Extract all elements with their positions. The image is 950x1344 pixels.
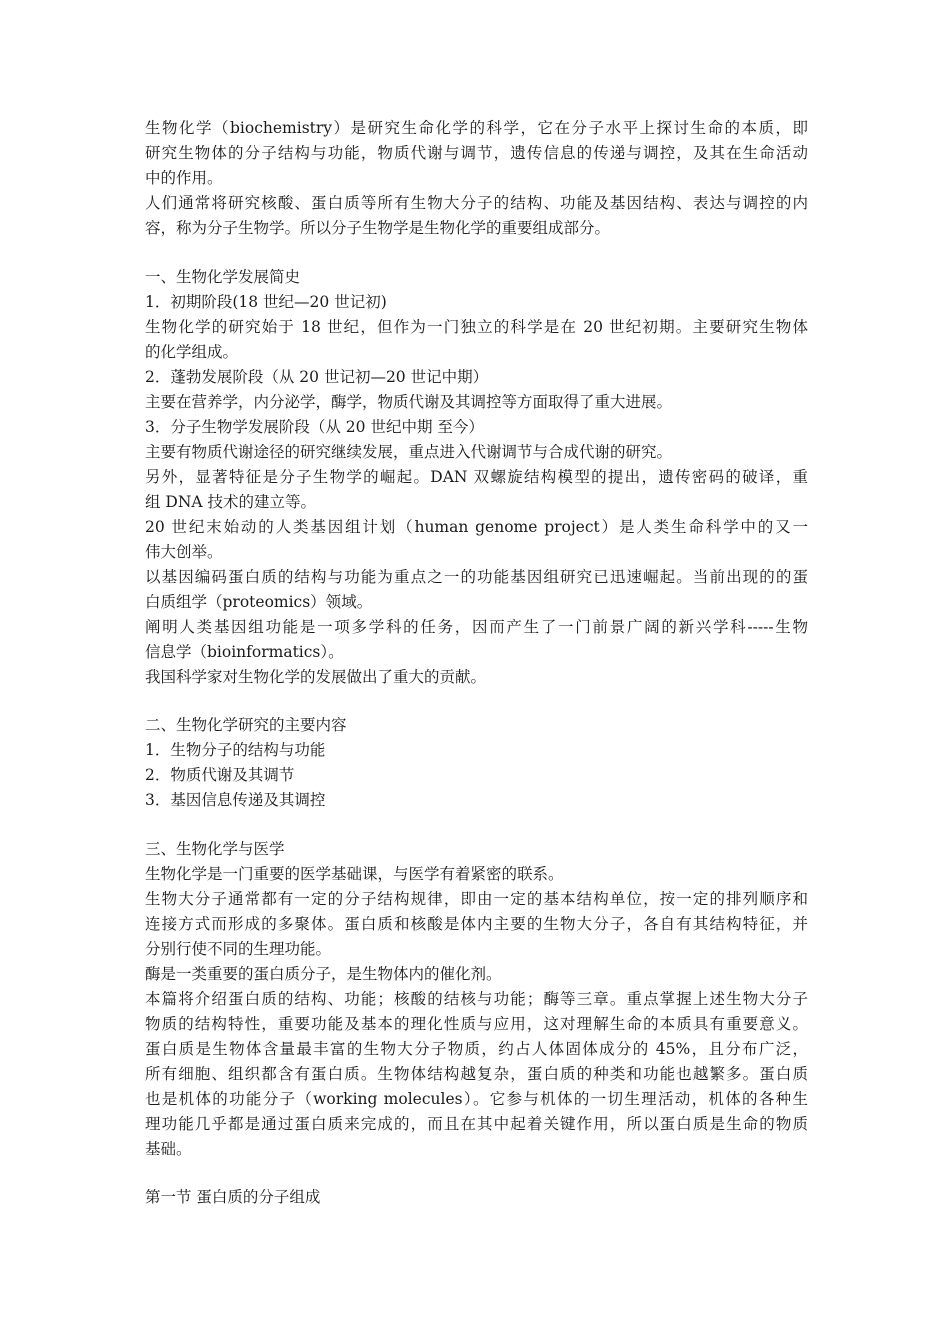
- text-line: 连接方式而形成的多聚体。蛋白质和核酸是体内主要的生物大分子，各自有其结构特征，并: [145, 914, 808, 933]
- blank-line: [145, 1162, 808, 1186]
- list-item: 2．物质代谢及其调节: [145, 766, 295, 785]
- text-line: 容，称为分子生物学。所以分子生物学是生物化学的重要组成部分。: [145, 219, 611, 237]
- section-heading-medicine: 三、生物化学与医学: [145, 839, 285, 858]
- text-line: 生物化学（biochemistry）是研究生命化学的科学，它在分子水平上探讨生命的本质，即: [145, 119, 808, 137]
- text-line: 的化学组成。: [145, 342, 239, 361]
- text-line: 所有细胞、组织都含有蛋白质。生物体结构越复杂，蛋白质的种类和功能也越繁多。蛋白质: [145, 1064, 808, 1083]
- stage3-body: 主要有物质代谢途径的研究继续发展，重点进入代谢调节与合成代谢的研究。: [145, 442, 673, 461]
- list-item: 1．生物分子的结构与功能: [145, 741, 326, 760]
- blank-line: [145, 690, 808, 714]
- stage1-title: 1．初期阶段(18 世纪—20 世记初): [145, 292, 387, 311]
- text-line: 以基因编码蛋白质的结构与功能为重点之一的功能基因组研究已迅速崛起。当前出现的的蛋: [145, 567, 808, 586]
- text-line: 酶是一类重要的蛋白质分子，是生物体内的催化剂。: [145, 964, 502, 983]
- text-line: 也是机体的功能分子（working molecules）。它参与机体的一切生理活动，机体的各种生: [145, 1089, 808, 1108]
- text-line: 生物化学的研究始于 18 世纪，但作为一门独立的科学是在 20 世纪初期。主要研究生物体: [145, 317, 808, 336]
- text-line: 阐明人类基因组功能是一项多学科的任务，因而产生了一门前景广阔的新兴学科-----生物: [145, 617, 808, 636]
- blank-line: [145, 813, 808, 837]
- text-line: 白质组学（proteomics）领域。: [145, 592, 373, 611]
- stage2-body: 主要在营养学，内分泌学，酶学，物质代谢及其调控等方面取得了重大进展。: [145, 392, 673, 411]
- section-heading-history: 一、生物化学发展简史: [145, 267, 301, 286]
- blank-line: [145, 241, 808, 265]
- text-line: 蛋白质是生物体含量最丰富的生物大分子物质，约占人体固体成分的 45%，且分布广泛，: [145, 1039, 808, 1058]
- section-heading-contents: 二、生物化学研究的主要内容: [145, 716, 347, 735]
- text-line: 研究生物体的分子结构与功能，物质代谢与调节，遗传信息的传递与调控，及其在生命活动: [145, 144, 808, 162]
- text-line: 本篇将介绍蛋白质的结构、功能；核酸的结核与功能；酶等三章。重点掌握上述生物大分子: [145, 989, 808, 1008]
- text-line: 理功能几乎都是通过蛋白质来完成的，而且在其中起着关键作用，所以蛋白质是生命的物质: [145, 1114, 808, 1133]
- text-line: 分别行使不同的生理功能。: [145, 939, 332, 958]
- text-line: 人们通常将研究核酸、蛋白质等所有生物大分子的结构、功能及基因结构、表达与调控的内: [145, 194, 808, 212]
- text-line: 组 DNA 技术的建立等。: [145, 492, 317, 511]
- text-line: 信息学（bioinformatics）。: [145, 642, 344, 661]
- text-line: 中的作用。: [145, 169, 223, 187]
- chapter-section-heading: 第一节 蛋白质的分子组成: [145, 1188, 321, 1207]
- text-line: 基础。: [145, 1139, 192, 1158]
- stage2-title: 2．蓬勃发展阶段（从 20 世记初—20 世记中期）: [145, 367, 489, 386]
- molecular-biology-paragraph: [145, 191, 808, 241]
- text-line: 另外，显著特征是分子生物学的崛起。DAN 双螺旋结构模型的提出，遗传密码的破译，重: [145, 467, 808, 486]
- text-line: 物质的结构特性，重要功能及基本的理化性质与应用，这对理解生命的本质具有重要意义。: [145, 1014, 808, 1033]
- text-line: 生物大分子通常都有一定的分子结构规律，即由一定的基本结构单位，按一定的排列顺序和: [145, 889, 808, 908]
- list-item: 3．基因信息传递及其调控: [145, 791, 326, 810]
- text-line: 生物化学是一门重要的医学基础课，与医学有着紧密的联系。: [145, 864, 564, 883]
- text-line: 20 世纪末始动的人类基因组计划（human genome project）是人类生命科学中的又一: [145, 517, 808, 536]
- text-line: 我国科学家对生物化学的发展做出了重大的贡献。: [145, 667, 487, 686]
- stage3-title: 3．分子生物学发展阶段（从 20 世纪中期 至今）: [145, 417, 484, 436]
- intro-paragraph: [145, 116, 808, 191]
- document-page: [145, 116, 808, 1210]
- text-line: 伟大创举。: [145, 542, 223, 561]
